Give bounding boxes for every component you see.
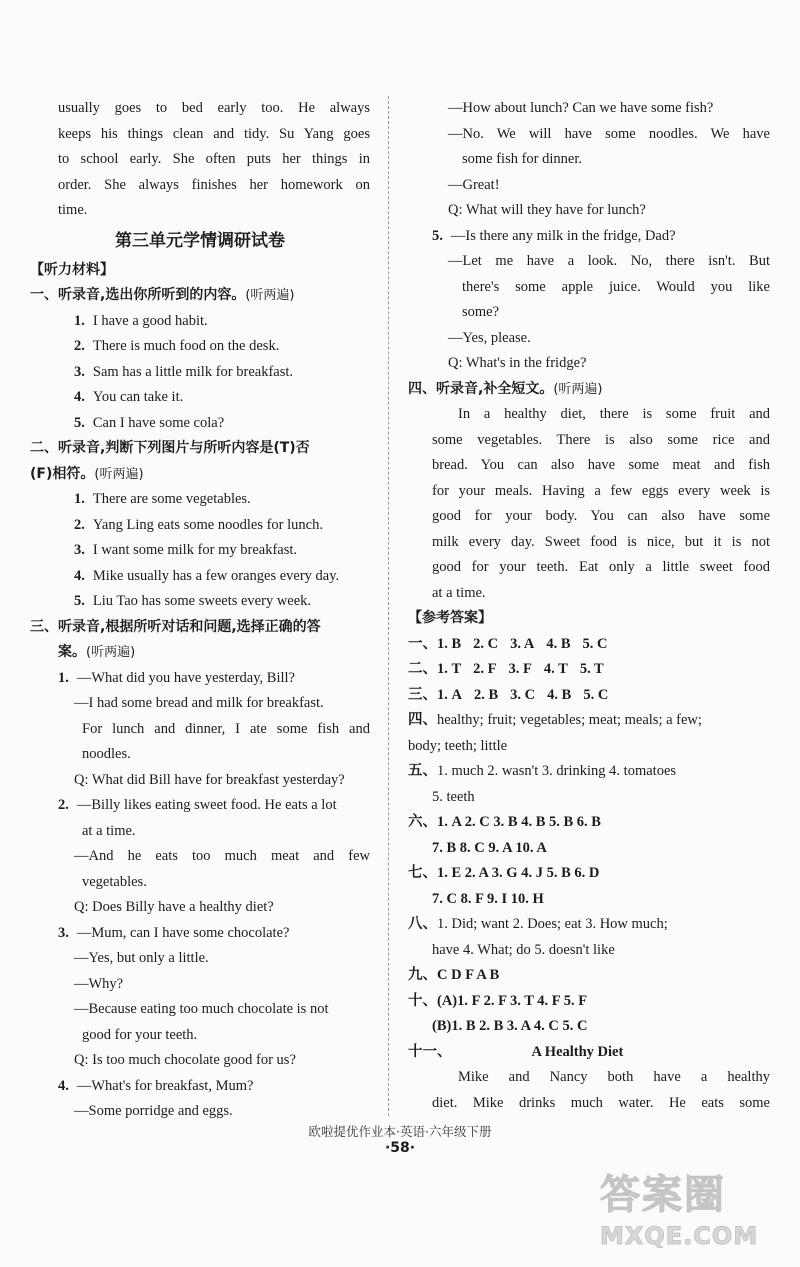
passage-line: diet. Mike drinks much water. He eats some [432, 1094, 770, 1111]
dialog-text: —What did you have yesterday, Bill? [76, 669, 295, 686]
item-number: 3. [74, 542, 85, 558]
dialog-line: some? [462, 304, 500, 320]
passage-line: at a time. [432, 584, 486, 601]
answers-header: 【参考答案】 [408, 610, 492, 626]
question-line: Q: What's in the fridge? [448, 355, 587, 371]
watermark-url: MXQE.COM [600, 1222, 759, 1250]
intro-line: keeps his things clean and tidy. Su Yang goes [58, 125, 370, 142]
dialog-line: at a time. [82, 822, 136, 839]
item-number: 4. [58, 1077, 69, 1094]
dialog-line [30, 1074, 370, 1100]
item-text: Yang Ling eats some noodles for lunch. [92, 516, 323, 533]
list-item [30, 411, 370, 437]
answer-row-cont: (B)1. B 2. B 3. A 4. C 5. C [432, 1018, 588, 1034]
answer-row [408, 912, 770, 938]
answer-text: body; teeth; little [408, 737, 508, 754]
page-footer: 欧啦提优作业本·英语·六年级下册 [308, 1124, 492, 1139]
item-number: 3. [58, 924, 69, 941]
section-2-title: 二、听录音,判断下列图片与所听内容是(T)否 [30, 440, 310, 456]
right-column [408, 96, 770, 1116]
section-title-text: 四、听录音,补全短文。 [408, 380, 554, 397]
answer-label: 二、 [408, 661, 437, 677]
item-text: I have a good habit. [92, 312, 208, 329]
answer-item: 4. B [546, 635, 571, 652]
item-number: 2. [58, 797, 69, 813]
dialog-line: there's some apple juice. Would you like [462, 278, 770, 295]
answer-item: 4. T [543, 661, 568, 677]
item-number: 5. [432, 227, 443, 244]
dialog-line: —Because eating too much chocolate is not [74, 1001, 329, 1017]
material-header: 【听力材料】 [30, 261, 114, 278]
item-text: There are some vegetables. [92, 491, 251, 507]
answer-text: 1. A 2. C 3. B 4. B 5. B 6. B [437, 814, 601, 830]
answer-item: 5. C [583, 686, 609, 703]
dialog-line: good for your teeth. [82, 1026, 198, 1043]
passage-line: some vegetables. There is also some rice and [432, 431, 770, 448]
answer-row-cont [408, 734, 770, 760]
answer-label: 四、 [408, 712, 437, 728]
watermark-logo-text: 答案圈 [600, 1172, 726, 1218]
passage-line: In a healthy diet, there is some fruit and [458, 406, 770, 422]
dialog-text: —Mum, can I have some chocolate? [76, 924, 290, 941]
answer-item: 1. T [437, 661, 462, 677]
section-2-title-cont [30, 462, 370, 488]
intro-line: usually goes to bed early too. He always [58, 100, 370, 116]
item-number: 4. [74, 567, 85, 584]
dialog-line: —And he eats too much meat and few [74, 848, 370, 864]
passage-line: good for your teeth. Eat only a little sweet food [432, 559, 770, 575]
list-item [30, 564, 370, 590]
item-number: 1. [74, 491, 85, 507]
list-item [30, 589, 370, 615]
dialog-line: —Yes, but only a little. [74, 950, 209, 966]
answer-label: 十、 [408, 992, 437, 1009]
dialog-line: noodles. [82, 746, 131, 762]
column-divider [388, 96, 389, 1116]
answer-label: 一、 [408, 635, 437, 652]
answer-row [408, 989, 770, 1015]
answer-item: 1. A [437, 686, 462, 703]
answer-item: 2. F [473, 661, 497, 677]
dialog-text: —Billy likes eating sweet food. He eats a lot [76, 797, 337, 813]
item-text: Can I have some cola? [92, 414, 225, 431]
answer-row [408, 963, 770, 989]
answer-row [408, 759, 770, 785]
section-note: (听两遍) [94, 466, 144, 482]
dialog-line [30, 921, 370, 947]
answer-label: 十一、 [408, 1043, 452, 1060]
section-title-text: 一、听录音,选出你所听到的内容。 [30, 287, 246, 303]
item-text: There is much food on the desk. [92, 338, 280, 354]
left-column [30, 96, 370, 1125]
dialog-line [408, 224, 770, 250]
item-number: 3. [74, 363, 85, 380]
item-number: 5. [74, 593, 85, 609]
answer-item: 2. B [473, 686, 499, 703]
answer-item: 5. T [579, 661, 604, 677]
question-line: Q: What will they have for lunch? [448, 202, 646, 218]
question-line: Q: What did Bill have for breakfast yesterday? [74, 771, 345, 788]
exam-title: 第三单元学情调研试卷 [115, 230, 285, 251]
answer-text: 1. E 2. A 3. G 4. J 5. B 6. D [437, 865, 600, 881]
intro-line: order. She always finishes her homework on [58, 176, 370, 193]
list-item [30, 538, 370, 564]
section-note: (听两遍) [86, 645, 136, 660]
section-note: (听两遍) [245, 288, 295, 303]
answer-text: 1. much 2. wasn't 3. drinking 4. tomatoes [437, 763, 677, 779]
answer-row [408, 632, 770, 658]
item-number: 2. [74, 516, 85, 533]
dialog-line: —No. We will have some noodles. We have [448, 125, 770, 142]
page-number: ·58· [384, 1140, 416, 1156]
section-1-title [30, 283, 370, 309]
dialog-line: —I had some bread and milk for breakfast. [74, 695, 324, 711]
answer-item: 3. C [510, 686, 536, 703]
answer-text: (A)1. F 2. F 3. T 4. F 5. F [437, 992, 588, 1009]
section-4-title [408, 377, 770, 403]
answer-text: 1. Did; want 2. Does; eat 3. How much; [437, 916, 668, 932]
essay-title: A Healthy Diet [531, 1043, 624, 1060]
answer-text: healthy; fruit; vegetables; meat; meals; a few; [437, 712, 702, 728]
answer-item: 5. C [582, 635, 608, 652]
answer-item: 1. B [437, 635, 462, 652]
dialog-line: For lunch and dinner, I ate some fish and [82, 720, 370, 737]
passage-line: good for your body. You can also have some [432, 508, 770, 524]
answer-row-cont: 7. B 8. C 9. A 10. A [432, 839, 547, 856]
item-number: 1. [74, 312, 85, 329]
intro-line: time. [58, 202, 88, 218]
dialog-text: —What's for breakfast, Mum? [76, 1077, 254, 1094]
list-item [30, 309, 370, 335]
answer-label: 三、 [408, 686, 437, 703]
answer-row [408, 861, 770, 887]
list-item [30, 360, 370, 386]
section-3-title: 三、听录音,根据所听对话和问题,选择正确的答 [30, 618, 321, 635]
item-text: Mike usually has a few oranges every day. [92, 567, 340, 584]
item-number: 2. [74, 338, 85, 354]
answer-item: 4. B [547, 686, 572, 703]
answer-row [408, 683, 770, 709]
answer-row [408, 1040, 770, 1066]
dialog-line [30, 793, 370, 819]
item-text: You can take it. [92, 389, 184, 405]
passage-line: milk every day. Sweet food is nice, but it is not [432, 533, 770, 550]
watermark-logo [600, 1170, 795, 1265]
passage-line: Mike and Nancy both have a healthy [458, 1069, 770, 1085]
answer-text: C D F A B [437, 967, 500, 983]
answer-item: 3. F [508, 661, 532, 677]
item-text: I want some milk for my breakfast. [92, 542, 298, 558]
answer-text: 5. teeth [432, 788, 475, 805]
answer-row-cont: have 4. What; do 5. doesn't like [432, 941, 615, 958]
section-title-text: 案。 [58, 644, 86, 660]
passage-line: bread. You can also have some meat and fish [432, 457, 770, 473]
dialog-line: —Yes, please. [448, 329, 531, 346]
item-number: 1. [58, 669, 69, 686]
section-note: (听两遍) [553, 381, 603, 397]
dialog-line: —Let me have a look. No, there isn't. But [448, 253, 770, 269]
dialog-line: vegetables. [82, 873, 147, 890]
answer-item: 2. C [473, 635, 499, 652]
section-3-title-cont [30, 640, 370, 666]
list-item [30, 513, 370, 539]
list-item [30, 385, 370, 411]
answer-label: 八、 [408, 916, 437, 932]
answer-row-cont: 7. C 8. F 9. I 10. H [432, 890, 544, 907]
list-item [30, 334, 370, 360]
answer-label: 七、 [408, 865, 437, 881]
question-line: Q: Is too much chocolate good for us? [74, 1052, 296, 1068]
answer-label: 九、 [408, 967, 437, 983]
dialog-line [30, 666, 370, 692]
section-title-text: (F)相符。 [30, 465, 95, 482]
list-item [30, 487, 370, 513]
dialog-line: —How about lunch? Can we have some fish? [448, 100, 714, 116]
dialog-line: —Great! [448, 176, 500, 193]
dialog-text: —Is there any milk in the fridge, Dad? [450, 227, 676, 244]
item-number: 4. [74, 389, 85, 405]
dialog-line: some fish for dinner. [462, 151, 583, 167]
passage-line: for your meals. Having a few eggs every week is [432, 482, 770, 499]
answer-label: 五、 [408, 763, 437, 779]
answer-row [408, 657, 770, 683]
intro-line: to school early. She often puts her things in [58, 151, 370, 167]
answer-label: 六、 [408, 814, 437, 830]
item-text: Sam has a little milk for breakfast. [92, 363, 294, 380]
answer-item: 3. A [510, 635, 535, 652]
item-number: 5. [74, 414, 85, 431]
answer-row [408, 810, 770, 836]
answer-row [408, 708, 770, 734]
dialog-line: —Some porridge and eggs. [74, 1103, 233, 1119]
question-line: Q: Does Billy have a healthy diet? [74, 899, 274, 915]
item-text: Liu Tao has some sweets every week. [92, 593, 312, 609]
dialog-line: —Why? [74, 975, 124, 992]
answer-row-cont [408, 785, 770, 811]
